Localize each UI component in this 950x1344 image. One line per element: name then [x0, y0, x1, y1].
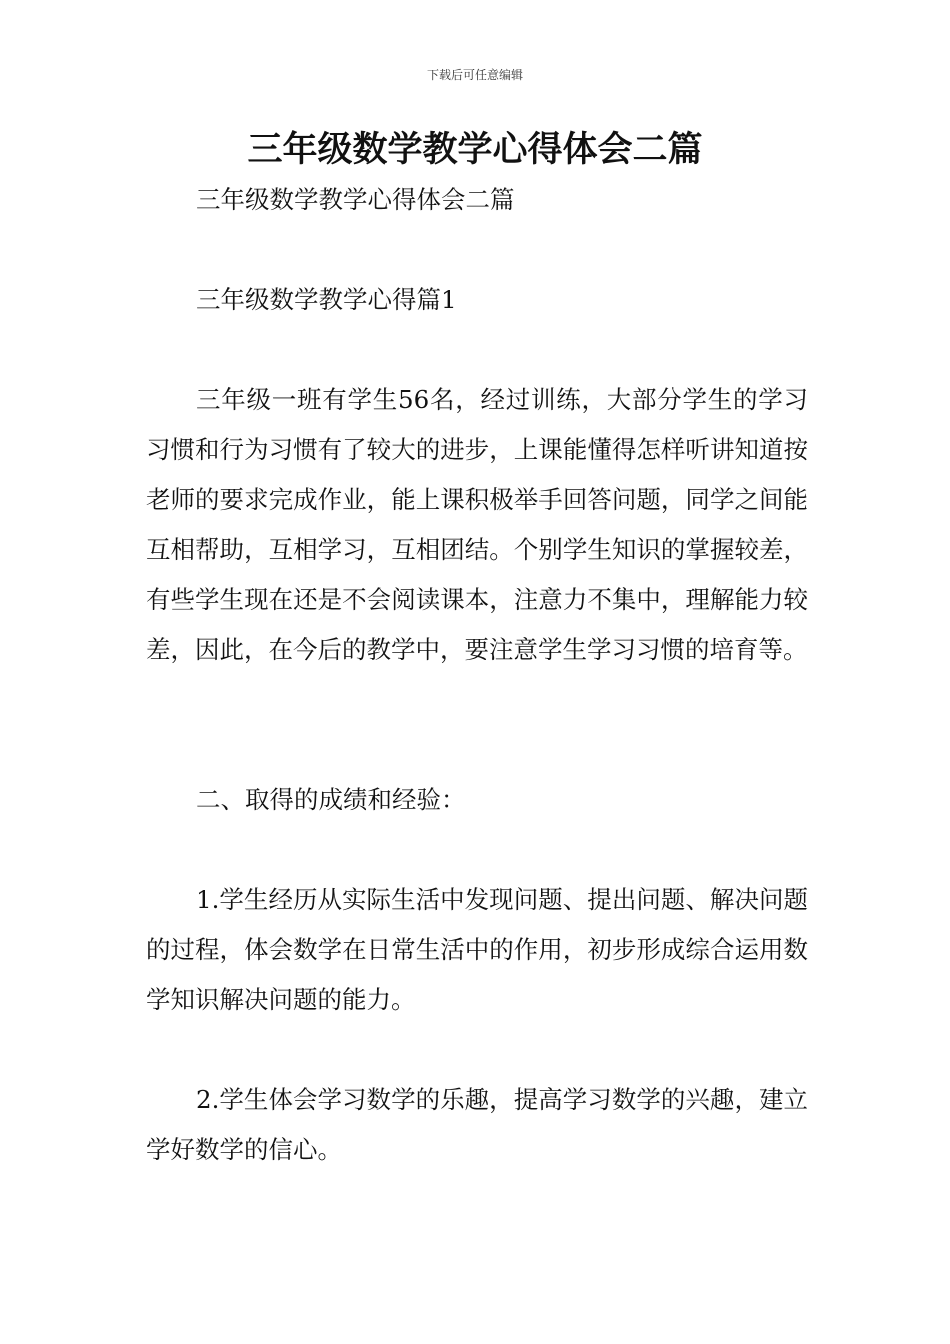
section-heading-achievements: 二、取得的成绩和经验：: [196, 785, 466, 814]
paragraph-achievement-1: 1.学生经历从实际生活中发现问题、提出问题、解决问题的过程，体会数学在日常生活中的作用，初步形成综合运用数学知识解决问题的能力。: [146, 885, 808, 1014]
paragraph-student-overview: 三年级一班有学生56名，经过训练，大部分学生的学习习惯和行为习惯有了较大的进步，上课能懂得怎样听讲知道按老师的要求完成作业，能上课积极举手回答问题，同学之间能互相帮助，互相学习，互相团结。个别学生知识的掌握较差，有些学生现在还是不会阅读课本，注意力不集中，理解能力较差，因此，在今后的教学中，要注意学生学习习惯的培育等。: [146, 385, 808, 664]
header-note: 下载后可任意编辑: [426, 68, 523, 82]
paragraph-achievement-2: 2.学生体会学习数学的乐趣，提高学习数学的兴趣，建立学好数学的信心。: [146, 1085, 808, 1164]
section-heading: 三年级数学教学心得篇1: [196, 285, 457, 314]
document-subtitle: 三年级数学教学心得体会二篇: [196, 185, 515, 214]
document-title: 三年级数学教学心得体会二篇: [247, 129, 703, 170]
